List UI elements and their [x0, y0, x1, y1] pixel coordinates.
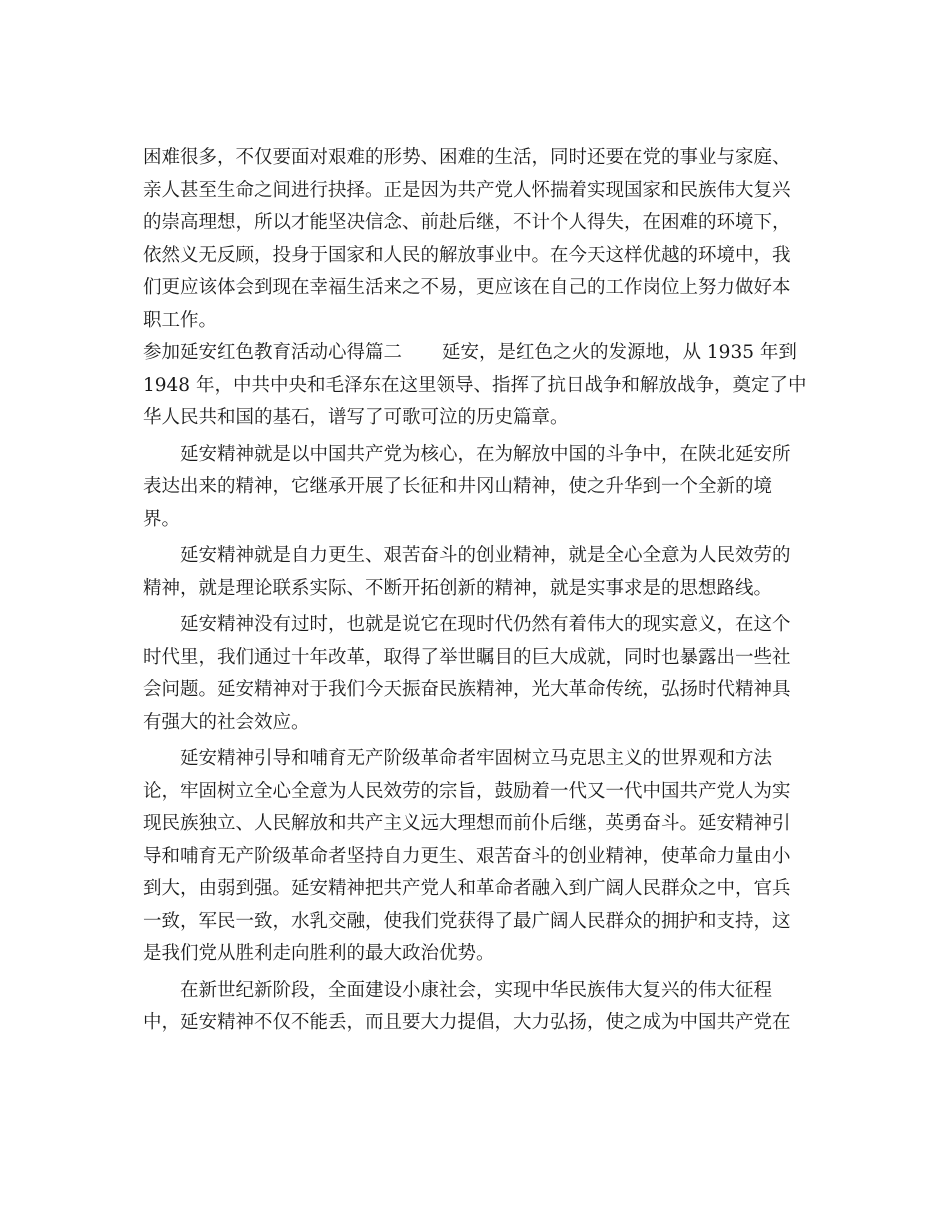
- text-line: 导和哺育无产阶级革命者坚持自力更生、艰苦奋斗的创业精神，使革命力量由小: [143, 845, 791, 867]
- text-line: 延安精神就是以中国共产党为核心，在为解放中国的斗争中，在陕北延安所: [180, 443, 791, 465]
- text-line: 职工作。: [143, 309, 218, 331]
- section-heading-line: [143, 337, 798, 370]
- text-line: 时代里，我们通过十年改革，取得了举世瞩目的巨大成就，同时也暴露出一些社: [143, 646, 791, 668]
- text-line: 是我们党从胜利走向胜利的最大政治优势。: [143, 943, 495, 964]
- body-paragraph: [143, 540, 798, 605]
- body-paragraph: [143, 609, 798, 739]
- text-line: 的崇高理想，所以才能坚决信念、前赴后继，不计个人得失，在困难的环境下，: [143, 212, 791, 233]
- text-line: 亲人甚至生命之间进行抉择。正是因为共产党人怀揣着实现国家和民族伟大复兴: [143, 179, 791, 201]
- text-line: 一致，军民一致，水乳交融，使我们党获得了最广阔人民群众的拥护和支持，这: [143, 910, 791, 932]
- text-line: 依然义无反顾，投身于国家和人民的解放事业中。在今天这样优越的环境中，我: [143, 244, 791, 266]
- text-line: 延安精神就是自力更生、艰苦奋斗的创业精神，就是全心全意为人民效劳的: [180, 545, 791, 566]
- text-line: 华人民共和国的基石，谱写了可歌可泣的历史篇章。: [143, 407, 569, 428]
- continuation-paragraph: [143, 142, 798, 337]
- text-line: 到大，由弱到强。延安精神把共产党人和革命者融入到广阔人民群众之中，官兵: [143, 878, 791, 899]
- text-line: 延安精神引导和哺育无产阶级革命者牢固树立马克思主义的世界观和方法: [180, 748, 773, 769]
- text-line: 延安精神没有过时，也就是说它在现时代仍然有着伟大的现实意义，在这个: [180, 614, 791, 635]
- body-paragraph: [143, 439, 798, 537]
- text-line: 论，牢固树立全心全意为人民效劳的宗旨，鼓励着一代又一代中国共产党人为实: [143, 780, 791, 802]
- text-line: 中，延安精神不仅不能丢，而且要大力提倡，大力弘扬，使之成为中国共产党在: [143, 1012, 791, 1033]
- section-title: 参加延安红色教育活动心得篇二: [143, 342, 403, 363]
- text-line: 们更应该体会到现在幸福生活来之不易，更应该在自己的工作岗位上努力做好本: [143, 277, 791, 298]
- text-line: 在新世纪新阶段，全面建设小康社会，实现中华民族伟大复兴的伟大征程: [180, 979, 773, 1001]
- body-paragraph: [143, 743, 798, 971]
- text-line: 有强大的社会效应。: [143, 711, 310, 733]
- body-paragraph: [143, 975, 798, 1040]
- text-line: 困难很多，不仅要面对艰难的形势、困难的生活，同时还要在党的事业与家庭、: [143, 147, 791, 168]
- text-line: 会问题。延安精神对于我们今天振奋民族精神，光大革命传统，弘扬时代精神具: [143, 679, 791, 700]
- text-line: 1948 年，中共中央和毛泽东在这里领导、指挥了抗日战争和解放战争，奠定了中: [143, 374, 807, 396]
- section-first-line: 延安，是红色之火的发源地，从 1935 年到: [442, 342, 797, 363]
- text-line: 精神，就是理论联系实际、不断开拓创新的精神，就是实事求是的思想路线。: [143, 577, 773, 599]
- text-line: 现民族独立、人民解放和共产主义远大理想而前仆后继，英勇奋斗。延安精神引: [143, 813, 791, 834]
- document-page: [143, 142, 807, 1040]
- text-line: 表达出来的精神，它继承开展了长征和井冈山精神，使之升华到一个全新的境: [143, 476, 773, 497]
- section-intro-paragraph: [143, 337, 807, 435]
- text-line: 界。: [143, 508, 181, 530]
